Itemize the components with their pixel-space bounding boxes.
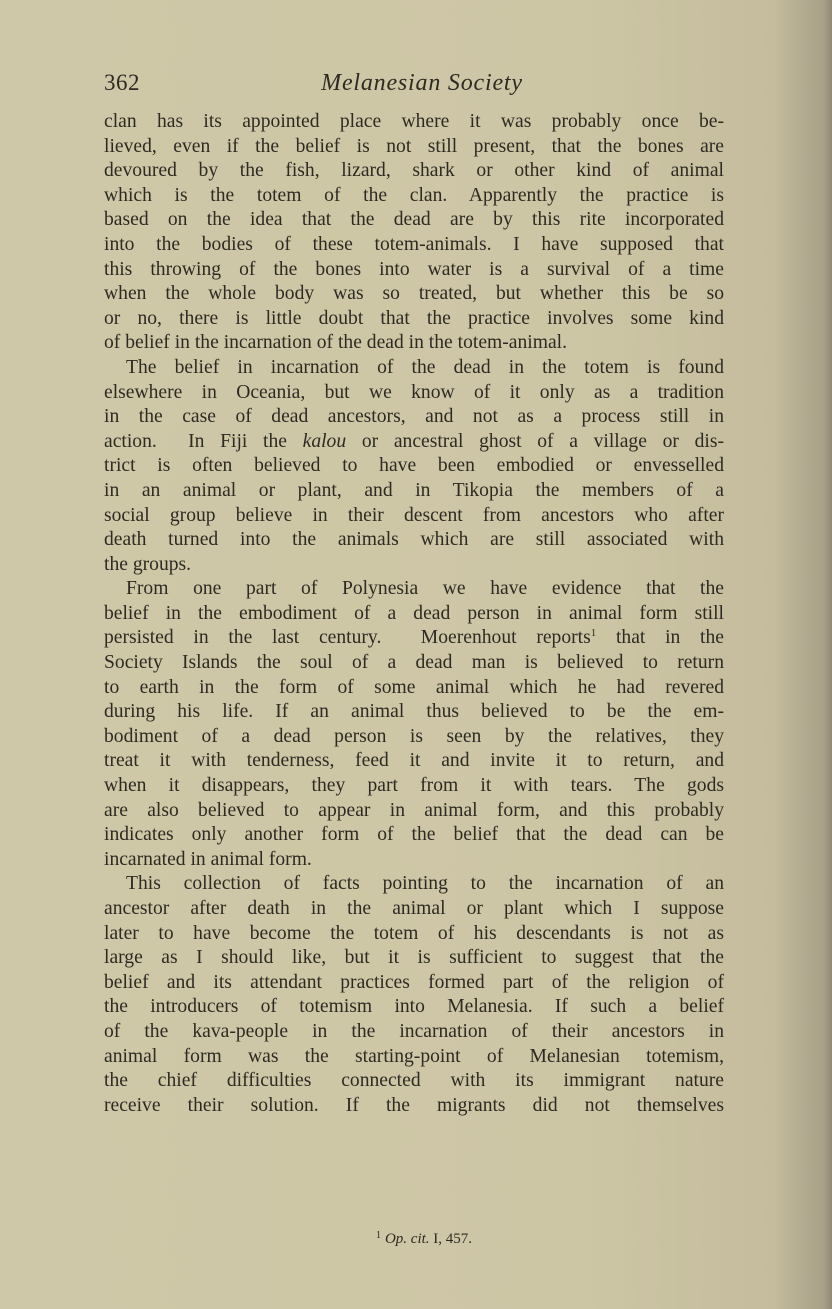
text-line: Society Islands the soul of a dead man is believed to return (104, 652, 724, 674)
text-line (104, 626, 724, 651)
text-line: lieved, even if the belief is not still present, that the bones are (104, 135, 724, 157)
text-line: social group believe in their descent from ancestors who after (104, 504, 724, 526)
text-line: this throwing of the bones into water is a survival of a time (104, 258, 724, 280)
paragraph-3 (104, 577, 724, 872)
text-line: of the kava-people in the incarnation of their ancestors in (104, 1020, 724, 1042)
footnote (0, 1231, 832, 1248)
text-line: based on the idea that the dead are by this rite incorporated (104, 209, 724, 231)
text-line: when it disappears, they part from it with tears. The gods (104, 775, 724, 797)
running-head (104, 70, 728, 102)
text-line: belief in the embodiment of a dead person in animal form still (104, 602, 724, 624)
text-line: are also believed to appear in animal form, and this probably (104, 799, 724, 821)
text-line: receive their solution. If the migrants did not themselves (104, 1094, 724, 1116)
text-line: the chief difficulties connected with its immigrant nature (104, 1070, 724, 1092)
text-line: From one part of Polynesia we have evidence that the (126, 578, 724, 600)
text-line: The belief in incarnation of the dead in the totem is found (126, 356, 724, 378)
text-line: incarnated in animal form. (104, 848, 312, 870)
footnote-citation-italic: Op. cit. (384, 1231, 430, 1247)
running-title: Melanesian Society (321, 70, 523, 96)
text-segment: action. In Fiji the (104, 430, 303, 452)
page-number: 362 (104, 70, 140, 95)
text-line: trict is often believed to have been embodied or envesselled (104, 455, 724, 477)
text-line: or no, there is little doubt that the practice involves some kind (104, 307, 724, 329)
text-line: the introducers of totemism into Melanesia. If such a belief (104, 996, 724, 1018)
text-line: the groups. (104, 553, 192, 575)
text-line: death turned into the animals which are still associated with (104, 529, 724, 551)
body-text (104, 110, 724, 1118)
text-line: clan has its appointed place where it was probably once be- (104, 111, 724, 132)
text-line: in an animal or plant, and in Tikopia the members of a (104, 479, 724, 501)
text-line: This collection of facts pointing to the incarnation of an (126, 873, 724, 895)
footnote-reference[interactable]: 1 (590, 627, 597, 640)
text-line: treat it with tenderness, feed it and invite it to return, and (104, 750, 724, 772)
text-segment: that in the (596, 627, 724, 649)
text-line: devoured by the fish, lizard, shark or other kind of animal (104, 160, 724, 182)
footnote-marker: 1 (375, 1230, 381, 1241)
footnote-citation: I, 457. (429, 1231, 473, 1247)
italic-term: kalou (302, 430, 347, 452)
text-line: in the case of dead ancestors, and not as a process still in (104, 406, 724, 428)
text-segment: or ancestral ghost of a village or dis- (346, 430, 724, 452)
text-line: during his life. If an animal thus believed to be the em- (104, 701, 724, 723)
text-line: ancestor after death in the animal or plant which I suppose (104, 898, 724, 919)
text-line: indicates only another form of the belief that the dead can be (104, 824, 724, 846)
text-line: into the bodies of these totem-animals. I have supposed that (104, 233, 724, 255)
paragraph-1 (104, 110, 724, 356)
text-line: elsewhere in Oceania, but we know of it only as a tradition (104, 381, 724, 403)
text-line: when the whole body was so treated, but whether this be so (104, 283, 724, 305)
text-line: to earth in the form of some animal which he had revered (104, 676, 724, 698)
text-line: bodiment of a dead person is seen by the relatives, they (104, 725, 724, 747)
text-line: belief and its attendant practices formed part of the religion of (104, 971, 724, 993)
text-line: large as I should like, but it is sufficient to suggest that the (104, 947, 724, 969)
text-segment: persisted in the last century. Moerenhout reports (104, 627, 591, 649)
text-line: later to have become the totem of his descendants is not as (104, 922, 724, 944)
text-line: of belief in the incarnation of the dead in the totem-animal. (104, 332, 568, 354)
text-line: which is the totem of the clan. Apparently the practice is (104, 184, 724, 206)
paragraph-2 (104, 356, 724, 577)
text-line (104, 430, 724, 455)
paragraph-4 (104, 872, 724, 1118)
text-line: animal form was the starting-point of Melanesian totemism, (104, 1045, 724, 1067)
